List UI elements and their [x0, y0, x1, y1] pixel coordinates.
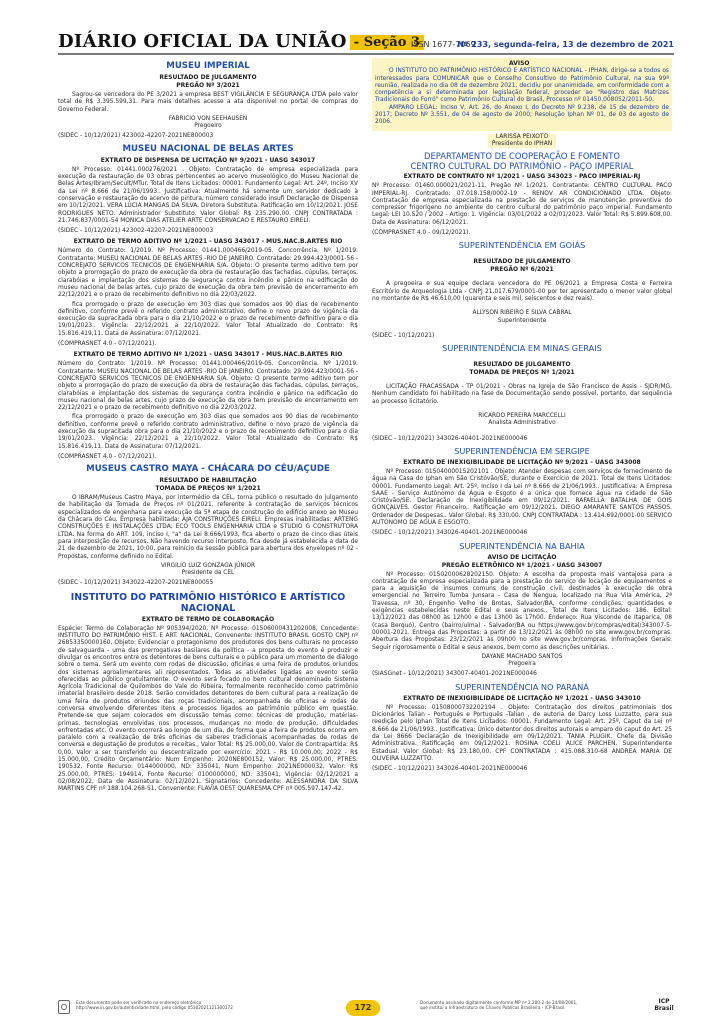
- paragraph: Nº Processo: 01504000015202101 . Objeto: Atender despesas com serviços de fornecimento de água na Casa do Iphan em São Cristóvão/SE, durante o Exercício de 2021. Total de Itens Licitados: 00001. Fundamento Legal: Art. 25º, Inciso I da Lei nº 8.666 de 21/06/1993.. Justificativa: A Empresa SAAE - Serviço Autônomo de Água e Esgoto é a única que fornece água na cidade de São Cristóvão/SE. Declaração de Inexigibilidade em 09/12/2021. RAFAELLA BATALHA DE GOIS GONÇALVES. Gestor Financeiro.. Ratificação em 09/12/2021. DIEGO AMARANTE SANTOS PASSOS. Ordenador de Despesas.. Valor Global: R$ 330,00. CNPJ CONTRATADA : 13.414.692/0001-00 SERVICO AUTONOMO DE AGUA E ESGOTO.: [372, 468, 672, 526]
- comprasnet-code: (COMPRASNET 4.0 - 07/12/2021).: [58, 453, 157, 460]
- sidec-code: (SIDEC - 10/12/2021): [372, 332, 435, 339]
- heading: EXTRATO DE INEXIGIBILIDADE DE LICITAÇÃO Nº 1/2021 - UASG 343010: [403, 694, 641, 702]
- header: [58, 28, 674, 52]
- paragraph: Nº Processo: 01508000732202194 . Objeto: Contratação dos direitos patrimoniais dos Dicionários Talian - Português e Português -Talian , de autoria de Darcy Loss Luzzatto, para sua reedição pelo Iphan Total de Itens Licitados: 00001. Fundamento Legal: Art. 25º, Caput da Lei nº 8.666 de 21/06/1993.. Justificativa: Único detentor dos direitos autorais e amparo do caput do Art. 25 da Lei 8666 Declaração de Inexigibilidade em 09/12/2021. TANIA PLUGIK. Chefe da Divisão Administrativa. Ratificação em 09/12/2021. ROSINA COELI ALICE PARCHEN. Superintendente Estadual. Valor Global: R$ 23.180,00. CPF CONTRATADA : 415.088.310-68 ANDREA MARIA DE OLIVEIRA LUZZATTO.: [372, 704, 672, 762]
- heading: PREGÃO Nº 6/2021: [490, 266, 554, 274]
- heading: EXTRATO DE TERMO DE COLABORAÇÃO: [141, 615, 275, 623]
- section-label: - Seção 3: [350, 35, 424, 50]
- right-column: [372, 58, 672, 775]
- sidec-code: (SIDEC - 10/12/2021) 423002-42207-2021NE800003: [58, 133, 214, 140]
- org-bahia: SUPERINTENDÊNCIA NA BAHIA: [459, 540, 585, 551]
- org-castro-maya: MUSEUS CASTRO MAYA - CHÁCARA DO CÉU/AÇUDE: [86, 464, 330, 475]
- aviso-paragraph: O INSTITUTO DO PATRIMÔNIO HISTÓRICO E ARTÍSTICO NACIONAL - IPHAN, dirige-se a todos os interessados para COMUNICAR que o Conselho Consultivo do Patrimônio Cultural, na sua 99ª reunião, realizada no dia 08 de dezembro 2021, decidiu por unanimidade, em conformidade com a competência a si determinada por legislação federal, proceder ao "Registro das Matrizes Tradicionais do Forró" como Patrimônio Cultural do Brasil, Processo nº 01450.008052/2011-50.: [375, 68, 669, 104]
- org-sergipe: SUPERINTENDÊNCIA EM SERGIPE: [454, 445, 590, 456]
- signature-note: [420, 1000, 648, 1011]
- page-number: 172: [346, 1000, 380, 1016]
- heading: RESULTADO DE JULGAMENTO: [159, 74, 257, 81]
- paragraph: Espécie: Termo de Colaboração Nº 905394/2020, Nº Processo: 01506000431202008, Concedente: INSTITUTO DO PATRIMÔNIO HIST. E ART. NACIONAL, Convenente: INSTITUTO BRASIL GOSTO CNPJ nº 26853350000160, Objeto: Evidenciar o protagonismo dos produtores dos bens culturais no processo de salvaguarda - uma das prerrogativas basilares da política - a proposta do evento é produzir e divulgar os encontros entre os detentores de bens culturais e o público para um momento de diálogo sobre o tema. Será um evento com rodas de discussão, oficinas e uma feira de produtos oriundos dos sistemas agroalimentares ali representados. Todas as atividades ligadas ao evento serão oferecidas ao público gratuitamente. O evento será focado no bem cultural denominado Sistema Agrícola Tradicional de Quilombos do Vale do Ribeira, formalmente reconhecido como patrimônio imaterial brasileiro desde 2018. Serão convidados detentores do bem cultural para a realização de uma feira de produtos oriundos das roças tradicionais, acompanhada de oficinas e rodas de conversa envolvendo diferentes itens e processos ligados ao patrimônio público em questão. Pretende-se que sejam colocados em discussão temas como: técnicas de produção, matérias-primas, tecnologias envolvidas nos processos, mudanças no modo de produção, dificuldades enfrentadas etc. O evento ocorrerá ao longo de um dia, de forma que a feira de produtos ocorra em paralelo com a realização de três oficinas de saberes tradicionais acompanhadas de rodas de conversa e degustação de produtos e receitas., Valor Total: R$ 25.000,00, Valor de Contrapartida: R$ 0,00, Valor a ser transferido ou descentralizado por exercício: 2021 - R$ 10.000,00; 2022 - R$ 15.000,00, Crédito Orçamentário: Num Empenho: 2020NE800152, Valor: R$ 25.000,00, PTRES: 190532, Fonte Recurso: 0144000000, ND: 335041, Num Empenho: 2021NE000032, Valor: R$ 25.000,00, PTRES: 194914, Fonte Recurso: 0100000000, ND: 335041, Vigência: 02/12/2021 a 02/08/2022, Data de Assinatura: 02/12/2021, Signatários: Concedente: ALESSANDRA DA SILVA MARTINS CPF nº 188.104.268-51, Convenente: FLAVIA OEST QUARESMA CPF nº 005.597.147-42.: [58, 625, 358, 793]
- verification-link[interactable]: http://www.in.gov.br/autenticidade.html, pelo código 05302021121300172: [76, 1005, 233, 1011]
- paragraph: fica prorrogado o prazo de execução em 303 dias que somados aos 90 dias de recebimento definitivo, conforme prevê o referido contrato administrativo, define o novo prazo de vigência da execução da supracitada obra para o dia 21/10/2022 e o prazo de recebimento definitivo para o dia 19/01/2023.. Vigência: 22/12/2021 a 22/10/2022. Valor Total Atualizado do Contrato: R$ 15.816.419,11. Data de Assinatura: 07/12/2021.: [58, 301, 358, 337]
- paragraph: Número do Contrato: 1/2019. Nº Processo: 01441.000466/2019-05. Concorrência. Nº 1/2019. Contratante: MUSEU NACIONAL DE BELAS ARTES -RIO DE JANEIRO. Contratado: 29.994.423/0001-56 - CONCREJATO SERVICOS TECNICOS DE ENGENHARIA S/A. Objeto: O presente termo aditivo tem por objeto a prorrogação do prazo de execução da obra de restauração das fachadas, cúpulas, terraços, clarabóias e implantação dos sistemas de segurança contra incêndio e pânico na edificação do museu nacional de belas artes, cujo prazo de execução da obra tem previsão de encerramento em 22/12/2021 e o prazo de recebimento definitivo no dia 22/03/2022.: [58, 248, 358, 299]
- heading: EXTRATO DE INEXIGIBILIDADE DE LICITAÇÃO Nº 9/2021 - UASG 343008: [403, 458, 641, 466]
- org-dcf: [372, 151, 672, 171]
- aviso-box: [372, 58, 672, 131]
- footer-text: Este documento pode ser verificado no endereço eletrônico: [76, 1000, 202, 1005]
- heading: TOMADA DE PREÇOS Nº 1/2021: [155, 485, 261, 493]
- paragraph: Nº Processo: 01441.000276/2021 . Objeto: Contratação de empresa especializada para execução da restauração de 03 obras pertencentes ao acervo museológico do Museu Nacional de Belas Artes/Ibram/Secult/MTur. Total de Itens Licitados: 00001. Fundamento Legal: Art. 24º, Inciso XV da Lei nº 8.666 de 21/06/1993.. Justificativa: Atualmente há somente um servidor dedicado à conservação e restauração do acervo de pintura, número considerado insufi Declaração de Dispensa em 10/12/2021. VERA LUCIA MANGAS DA SILVA. Diretora Substituta. Ratificação em 10/12/2021. JOSE RODRIGUES NETO. Administrador Substituto. Valor Global: R$ 235.290,00. CNPJ CONTRATADA : 21.746.837/0001-54 MONICA DIAS ATELIER ARTE CONSERVACAO E RESTAURO EIRELI.: [58, 166, 358, 224]
- signature-role: Analista Administrativo: [488, 420, 556, 427]
- sidec-code: (SIASGnet - 10/12/2021) 343007-40401-2021NE000046: [372, 671, 537, 678]
- paragraph: Número do Contrato: 1/2019. Nº Processo: 01441.000466/2019-05. Concorrência. Nº 1/2019. Contratante: MUSEU NACIONAL DE BELAS ARTES -RIO DE JANEIRO. Contratado: 29.994.423/0001-56 - CONCREJATO SERVICOS TECNICOS DE ENGENHARIA S/A. Objeto: O presente termo aditivo tem por objeto a prorrogação do prazo de execução da obra de restauração das fachadas, cúpulas, terraços, clarabóias e implantação dos sistemas de segurança contra incêndio e pânico na edificação do museu nacional de belas artes, cujo prazo de execução da obra tem previsão de encerramento em 22/12/2021 e o prazo de recebimento definitivo no dia 22/03/2022.: [58, 361, 358, 412]
- aviso-signature: [372, 134, 672, 149]
- footer: [58, 998, 674, 1020]
- org-minas-gerais: SUPERINTENDÊNCIA EM MINAS GERAIS: [442, 343, 602, 354]
- edition-info: Nº 233, segunda-feira, 13 de dezembro de 2021: [457, 40, 674, 49]
- signature-name: DAYANE MACHADO SANTOS: [481, 653, 563, 660]
- signature-name: VIRGILIO LUIZ GONZAGA JÚNIOR: [160, 562, 256, 569]
- heading: EXTRATO DE CONTRATO Nº 1/2021 - UASG 343023 - PACO IMPERIAL-RJ: [403, 173, 641, 181]
- header-divider: [58, 53, 674, 55]
- org-line: CENTRO CULTURAL DO PATRIMÔNIO - PAÇO IMPERIAL: [410, 161, 634, 172]
- comprasnet-code: (COMPRASNET 4.0 - 09/12/2021).: [372, 230, 471, 237]
- heading: EXTRATO DE DISPENSA DE LICITAÇÃO Nº 9/2021 - UASG 343017: [100, 156, 316, 164]
- aviso-title: AVISO: [509, 60, 530, 67]
- paragraph: A pregoeira e sua equipe declara vencedora do PE 06/2021 a Empresa Costa e Ferreira Escritório de Arqueologia Ltda - CNPJ 21.017.679/0001-00 por ter apresentado o menor valor global no montante de R$ 46.610,00 (quarenta e seis mil, seiscentos e dez reais).: [372, 281, 672, 302]
- org-mnba: MUSEU NACIONAL DE BELAS ARTES: [122, 143, 294, 154]
- heading: RESULTADO DE HABILITAÇÃO: [159, 477, 257, 485]
- paragraph: O IBRAM/Museus Castro Maya, por intermédio da CEL, torna público o resultado do julgamento de habilitação da Tomada de Preços nº 01/2021, referente à contratação de serviços técnicos especializados de engenharia para execução da 5ª etapa de construção do edifício anexo ao Museu da Chácara do Céu. Empresa habilitada: AJA CONSTRUÇÕES EIRELI. Empresas inabilitadas: ARTENG CONSTRUÇÕES E INSTALAÇÕES LTDA; ECO TOOLS ENGENHARIA LTDA e STUDIO G CONSTRUTORA LTDA. Na forma do ART. 109, inciso I, "a" da Lei 8.666/1993, fica aberto o prazo de cinco dias úteis para interposição de recursos. Não havendo recurso interposto, fica desde já estabelecida a data de 21 de dezembro de 2021, 10:00, para reinício da sessão pública para abertura dos envelopes nº 02 - Propostas, conforme definido no Edital.: [58, 495, 358, 560]
- left-column: [58, 58, 358, 796]
- footer-text: que institui a Infraestrutura de Chaves Públicas Brasileira - ICP-Brasil.: [420, 1005, 566, 1011]
- signature-role: Presidente do IPHAN: [491, 140, 553, 147]
- signature-role: Superintendente: [497, 317, 547, 324]
- paragraph: fica prorrogado o prazo de execução em 303 dias que somados aos 90 dias de recebimento definitivo, conforme prevê o referido contrato administrativo, define o novo prazo de vigência da execução da supracitada obra para o dia 21/10/2022 e o prazo de recebimento definitivo para o dia 19/01/2023.. Vigência: 22/12/2021 a 22/10/2022. Valor Total Atualizado do Contrato: R$ 15.816.419,11. Data de Assinatura: 07/12/2021.: [58, 414, 358, 450]
- paragraph: LICITAÇÃO FRACASSADA - TP 01/2021 - Obras na Igreja de São Francisco de Assis - SJDR/MG. Nenhum candidato foi habilitado na fase de Documentação sendo possível, portanto, dar sequência ao processo licitatório.: [372, 384, 672, 405]
- org-line: DEPARTAMENTO DE COOPERAÇÃO E FOMENTO: [424, 151, 620, 162]
- signature-name: ALLYSON RIBEIRO E SILVA CABRAL: [472, 310, 572, 317]
- paragraph: Nº Processo: 01460.000021/2021-11. Pregão Nº 1/2021. Contratante: CENTRO CULTURAL PACO IMPERIAL-RJ. Contratado: 07.018.158/0002-19 - RENOV AR CONDICIONADO LTDA. Objeto: Contratação de empresa especializada na prestação de serviços de manutenção preventiva do compressor frigorígeno no ambiente do centro cultural do patrimônio paço imperial. Fundamento Legal: LEI 10.520 / 2002 - Artigo: 1. Vigência: 03/01/2022 a 02/01/2023. Valor Total: R$ 5.899.608,00. Data de Assinatura: 06/12/2021.: [372, 183, 672, 226]
- icp-brasil-logo: ICP Brasil: [654, 998, 674, 1012]
- heading: AVISO DE LICITAÇÃO: [487, 553, 557, 561]
- signature-name: RICARDO PEREIRA MARCCELLI: [478, 413, 566, 420]
- sidec-code: (SIDEC - 10/12/2021) 423002-42207-2021NE800003: [58, 228, 214, 235]
- aviso-paragraph: AMPARO LEGAL: Inciso V, Art. 26, do Anexo I, do Decreto Nº 9.238, de 15 de dezembro de 2017; Decreto Nº 3.551, de 04 de agosto de 2000; Resolução Iphan Nº 01, de 03 de agosto de 2006.: [375, 104, 669, 126]
- heading: TOMADA DE PREÇOS Nº 1/2021: [469, 369, 575, 377]
- signature-role: Presidente da CEL: [181, 570, 235, 577]
- sidec-code: (SIDEC - 10/12/2021) 343026-40401-2021NE000046: [372, 530, 528, 537]
- org-museu-imperial: MUSEU IMPERIAL: [166, 61, 250, 71]
- sidec-code: (SIDEC - 10/12/2021) 343026-40401-2021NE000046: [372, 435, 528, 442]
- paragraph: Sagrou-se vencedora do PE 3/2021 a empresa BEST VIGILÂNCIA E SEGURANÇA LTDA pelo valor total de R$ 3.395.599,31. Para mais detalhes acesse a ata disponível no portal de compras do Governo Federal.: [58, 92, 358, 113]
- heading: PREGÃO ELETRÔNICO Nº 1/2021 - UASG 343007: [441, 561, 603, 569]
- qr-icon: [58, 1000, 70, 1014]
- org-parana: SUPERINTENDÊNCIA NO PARANÁ: [455, 681, 589, 692]
- org-goias: SUPERINTENDÊNCIA EM GOIÁS: [458, 240, 586, 251]
- footer-text: Documento assinado digitalmente conforme MP nº 2.200-2 de 24/08/2001,: [420, 1000, 578, 1005]
- comprasnet-code: (COMPRASNET 4.0 - 07/12/2021).: [58, 341, 157, 348]
- signature-name: FABRICIO VON SEEHAUSEN: [168, 115, 248, 122]
- paragraph: Nº Processo: 01502000628202150. Objeto: A escolha da proposta mais vantajosa para a contratação de empresa especializada para a prestação do serviço de locação de equipamentos e para a aquisição de insumos comuns de construção civil, destinados à execução de obra emergencial no Terreiro Tumba Junsara - Casa de Nengua, localizado na Rua Vila América, 2ª Travessa, nº 30, Engenho Velho de Brotas, Salvador/BA, conforme condições, quantidades e exigências estabelecidas neste Edital e seus anexos.. Total de Itens Licitados: 186. Edital: 13/12/2021 das 08h00 às 12h00 e das 13h00 às 17h00. Endereço: Rua Visconde de Itaparica, 08 (casa Berquó), Centro (bairro/ulma) - Salvador/BA ou https://www.gov.br/compras/edital/343007-5-00001-2021. Entrega das Propostas: a partir de 13/12/2021 às 08h00 no site www.gov.br/compras. Abertura das Propostas: 23/12/2021 às 09h00 no site www.gov.br/compras. Informações Gerais: Seguir rigorosamente o Edital e seus anexos, bem como as descrições unitárias. .: [372, 571, 672, 651]
- verification-note: [76, 1000, 306, 1011]
- signature-name: LARISSA PEIXOTO: [495, 133, 549, 140]
- signature-role: Pregoeira: [508, 661, 536, 668]
- heading: EXTRATO DE TERMO ADITIVO Nº 1/2021 - UASG 343017 - MUS.NAC.B.ARTES RIO: [73, 238, 343, 246]
- heading: EXTRATO DE TERMO ADITIVO Nº 1/2021 - UASG 343017 - MUS.NAC.B.ARTES RIO: [73, 351, 343, 359]
- heading: RESULTADO DE JULGAMENTO: [473, 361, 571, 369]
- signature-role: Pregoeiro: [194, 123, 222, 130]
- issn: ISSN 1677-7069: [411, 40, 476, 49]
- heading: RESULTADO DE JULGAMENTO: [473, 258, 571, 266]
- journal-title: DIÁRIO OFICIAL DA UNIÃO: [58, 31, 347, 52]
- sidec-code: (SIDEC - 10/12/2021) 343022-42207-2021NE800055: [58, 580, 214, 587]
- org-iphan: INSTITUTO DO PATRIMÔNIO HISTÓRICO E ARTÍSTICO NACIONAL: [70, 591, 346, 614]
- heading: PREGÃO Nº 3/2021: [176, 82, 240, 89]
- sidec-code: (SIDEC - 10/12/2021) 343026-40401-2021NE000046: [372, 766, 528, 773]
